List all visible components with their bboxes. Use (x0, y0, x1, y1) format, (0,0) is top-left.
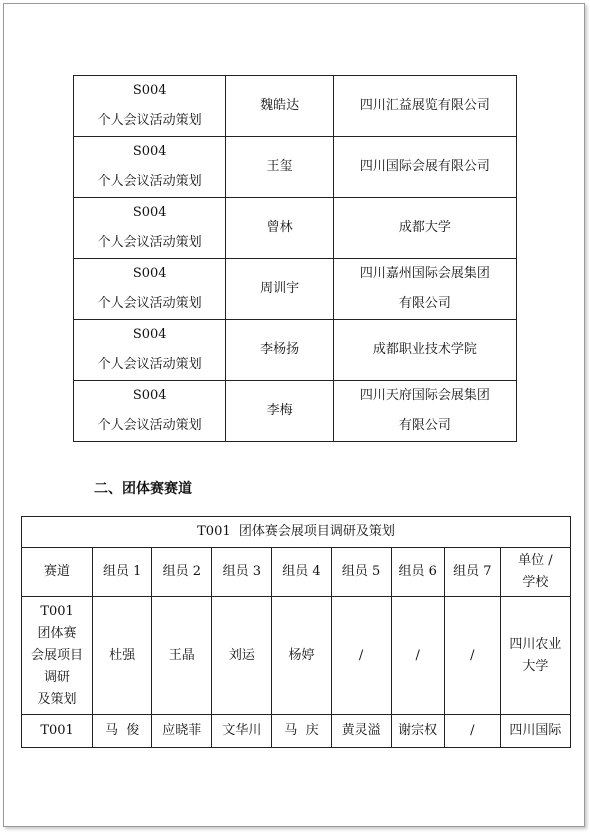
column-header: 组员 5 (331, 548, 391, 597)
table-row (74, 259, 517, 320)
column-header: 赛道 (22, 548, 93, 597)
table-title-row (22, 517, 571, 548)
event-cell: S004 个人会议活动策划 (74, 76, 226, 137)
table-header-row (22, 548, 571, 597)
table-row (74, 76, 517, 137)
table-row (22, 597, 571, 715)
column-header: 组员 1 (93, 548, 152, 597)
team-results-table (21, 516, 571, 748)
member-cell: 王晶 (152, 597, 212, 715)
org-cell: 四川嘉州国际会展集团 有限公司 (333, 259, 516, 320)
section-heading: 二、团体赛赛道 (94, 481, 192, 497)
column-header: 组员 6 (391, 548, 444, 597)
name-cell: 王玺 (226, 137, 334, 198)
org-cell: 四川天府国际会展集团 有限公司 (333, 381, 516, 442)
member-cell: 杜强 (93, 597, 152, 715)
event-cell: S004 个人会议活动策划 (74, 259, 226, 320)
member-cell: 马 庆 (272, 715, 331, 748)
name-cell: 李杨扬 (226, 320, 334, 381)
column-header: 组员 7 (444, 548, 500, 597)
member-cell: 杨婷 (272, 597, 331, 715)
event-cell: S004 个人会议活动策划 (74, 137, 226, 198)
table-title: T001 团体赛会展项目调研及策划 (22, 517, 571, 548)
table-row (74, 198, 517, 259)
column-header: 组员 2 (152, 548, 212, 597)
event-cell: S004 个人会议活动策划 (74, 320, 226, 381)
table-row (22, 715, 571, 748)
column-header: 组员 3 (212, 548, 272, 597)
name-cell: 周训宇 (226, 259, 334, 320)
org-cell: 成都大学 (333, 198, 516, 259)
member-cell: 谢宗权 (391, 715, 444, 748)
name-cell: 李梅 (226, 381, 334, 442)
org-cell: 四川国际 (500, 715, 570, 748)
column-header: 组员 4 (272, 548, 331, 597)
event-cell: S004 个人会议活动策划 (74, 381, 226, 442)
member-cell: 刘运 (212, 597, 272, 715)
member-cell: 黄灵溢 (331, 715, 391, 748)
org-cell: 四川农业 大学 (500, 597, 570, 715)
member-cell: / (391, 597, 444, 715)
table-row (74, 320, 517, 381)
column-header: 单位 / 学校 (500, 548, 570, 597)
name-cell: 魏皓达 (226, 76, 334, 137)
table-row (74, 381, 517, 442)
individual-results-table (73, 75, 517, 442)
name-cell: 曾林 (226, 198, 334, 259)
member-cell: / (331, 597, 391, 715)
track-cell: T001 (22, 715, 93, 748)
event-cell: S004 个人会议活动策划 (74, 198, 226, 259)
track-cell: T001 团体赛 会展项目 调研 及策划 (22, 597, 93, 715)
org-cell: 成都职业技术学院 (333, 320, 516, 381)
org-cell: 四川汇益展览有限公司 (333, 76, 516, 137)
member-cell: 应晓菲 (152, 715, 212, 748)
member-cell: / (444, 597, 500, 715)
member-cell: 文华川 (212, 715, 272, 748)
member-cell: / (444, 715, 500, 748)
member-cell: 马 俊 (93, 715, 152, 748)
org-cell: 四川国际会展有限公司 (333, 137, 516, 198)
table-row (74, 137, 517, 198)
